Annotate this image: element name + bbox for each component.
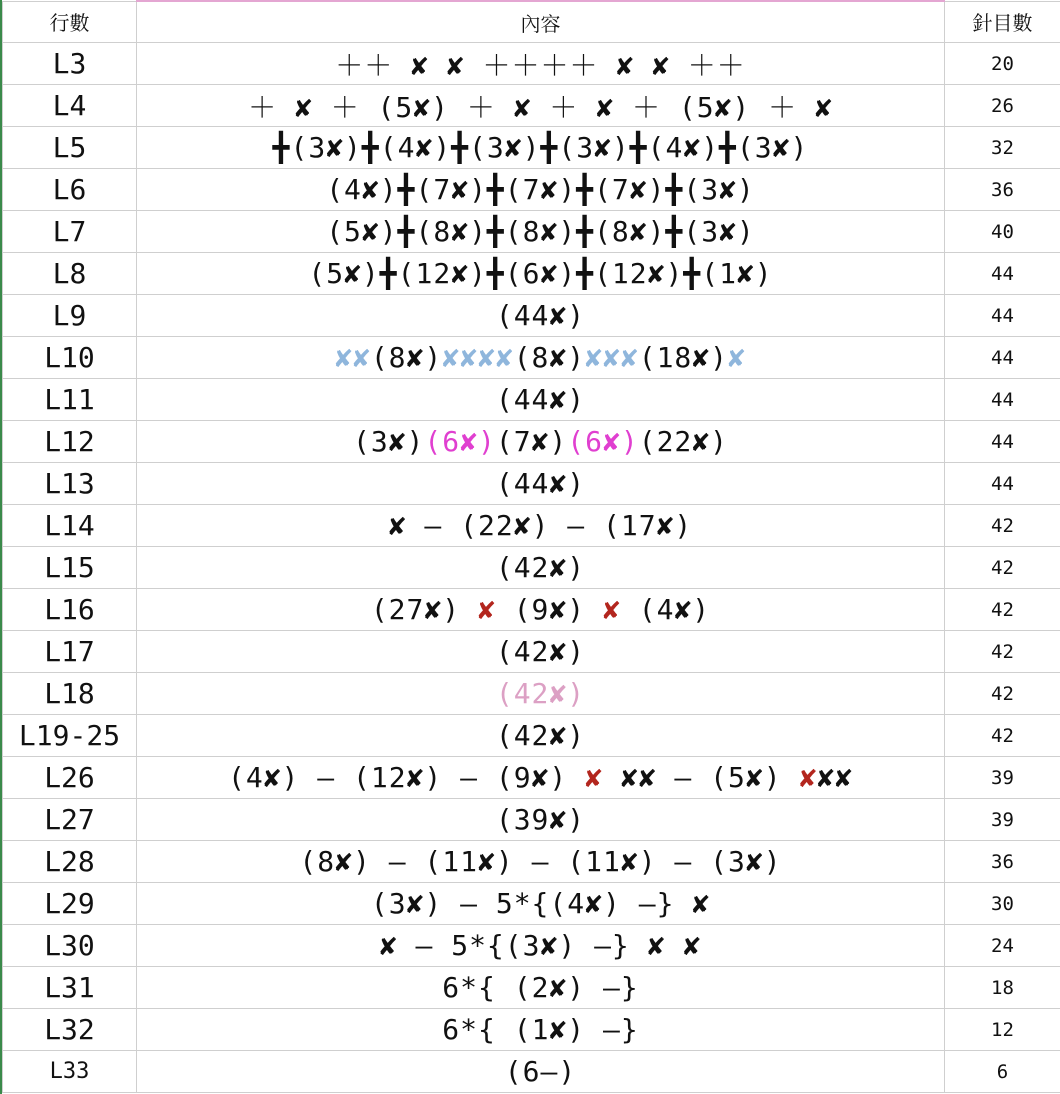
content-cell[interactable]: [137, 295, 945, 337]
content-cell[interactable]: [137, 505, 945, 547]
content-cell[interactable]: [137, 589, 945, 631]
row-number-cell[interactable]: L26: [3, 757, 137, 799]
content-cell[interactable]: [137, 337, 945, 379]
stitch-segment: ✘✘ — (5✘): [603, 761, 800, 794]
stitch-segment: (4✘): [620, 593, 711, 626]
stitch-segment: (42✘): [495, 551, 586, 584]
stitch-count-cell[interactable]: 42: [945, 505, 1060, 547]
row-number-cell[interactable]: L15: [3, 547, 137, 589]
content-cell[interactable]: [137, 1009, 945, 1051]
stitch-segment: ＋＋ ✘ ✘ ＋＋＋＋ ✘ ✘ ＋＋: [335, 48, 746, 82]
row-number-cell[interactable]: L14: [3, 505, 137, 547]
row-number-cell[interactable]: L18: [3, 673, 137, 715]
table-row: [3, 295, 1060, 337]
content-cell[interactable]: [137, 1051, 945, 1093]
stitch-count-cell[interactable]: 32: [945, 127, 1060, 169]
table-row: [3, 883, 1060, 925]
row-number-cell[interactable]: L30: [3, 925, 137, 967]
stitch-segment: 6*{ (1✘) —}: [442, 1013, 639, 1046]
stitch-segment: (3✘): [352, 425, 425, 458]
table-row: [3, 715, 1060, 757]
table-row: [3, 379, 1060, 421]
table-row: [3, 421, 1060, 463]
row-number-cell[interactable]: L4: [3, 85, 137, 127]
stitch-segment: (8✘): [513, 341, 586, 374]
stitch-segment: (5✘)╋(8✘)╋(8✘)╋(8✘)╋(3✘): [326, 215, 755, 248]
stitch-segment: (39✘): [495, 803, 586, 836]
table-row: [3, 1009, 1060, 1051]
stitch-segment: ✘: [728, 341, 746, 374]
content-cell[interactable]: [137, 43, 945, 85]
stitch-count-cell[interactable]: 42: [945, 589, 1060, 631]
row-number-cell[interactable]: L8: [3, 253, 137, 295]
stitch-segment: (9✘): [495, 593, 603, 626]
stitch-count-cell[interactable]: 44: [945, 295, 1060, 337]
stitch-count-cell[interactable]: 42: [945, 547, 1060, 589]
content-cell[interactable]: [137, 379, 945, 421]
content-cell[interactable]: [137, 463, 945, 505]
row-number-cell[interactable]: L32: [3, 1009, 137, 1051]
stitch-count-cell[interactable]: 44: [945, 421, 1060, 463]
row-number-cell[interactable]: L19-25: [3, 715, 137, 757]
stitch-segment: (42✘): [495, 635, 586, 668]
stitch-segment: ╋(3✘)╋(4✘)╋(3✘)╋(3✘)╋(4✘)╋(3✘): [272, 131, 809, 164]
stitch-segment: (44✘): [495, 299, 586, 332]
stitch-segment: 6*{ (2✘) —}: [442, 971, 639, 1004]
row-number-cell[interactable]: L9: [3, 295, 137, 337]
stitch-segment: (3✘) — 5*{(4✘) —} ✘: [370, 887, 711, 920]
table-row: [3, 127, 1060, 169]
row-number-cell[interactable]: L17: [3, 631, 137, 673]
content-cell[interactable]: [137, 547, 945, 589]
row-number-cell[interactable]: L11: [3, 379, 137, 421]
pattern-table: [2, 0, 1060, 1093]
stitch-segment: ✘✘✘: [585, 341, 639, 374]
content-cell[interactable]: [137, 715, 945, 757]
table-row: [3, 1051, 1060, 1093]
header-content[interactable]: 內容: [137, 1, 945, 43]
stitch-count-cell[interactable]: 30: [945, 883, 1060, 925]
stitch-count-cell[interactable]: 44: [945, 253, 1060, 295]
stitch-segment: ✘✘✘✘: [442, 341, 514, 374]
stitch-count-cell[interactable]: 36: [945, 169, 1060, 211]
table-row: [3, 799, 1060, 841]
stitch-segment: ✘✘: [817, 761, 854, 794]
table-row: [3, 169, 1060, 211]
stitch-segment: ✘ — (22✘) — (17✘): [388, 509, 693, 542]
table-row: [3, 43, 1060, 85]
stitch-count-cell[interactable]: 39: [945, 757, 1060, 799]
table-row: [3, 547, 1060, 589]
row-number-cell[interactable]: L10: [3, 337, 137, 379]
row-number-cell[interactable]: L12: [3, 421, 137, 463]
table-row: [3, 505, 1060, 547]
content-cell[interactable]: [137, 85, 945, 127]
stitch-segment: ✘ — 5*{(3✘) —} ✘ ✘: [379, 929, 702, 962]
table-body: [3, 43, 1060, 1093]
table-row: [3, 85, 1060, 127]
stitch-segment: ＋ ✘ ＋ (5✘) ＋ ✘ ＋ ✘ ＋ (5✘) ＋ ✘: [248, 90, 833, 124]
stitch-count-cell[interactable]: 42: [945, 715, 1060, 757]
stitch-segment: (44✘): [495, 467, 586, 500]
stitch-count-cell[interactable]: 6: [945, 1051, 1060, 1093]
stitch-count-cell[interactable]: 44: [945, 379, 1060, 421]
stitch-segment: (42✘): [495, 677, 586, 710]
content-cell[interactable]: [137, 631, 945, 673]
stitch-segment: (8✘): [370, 341, 443, 374]
content-cell[interactable]: [137, 421, 945, 463]
stitch-segment: ✘: [799, 761, 818, 794]
header-row: [3, 1, 1060, 43]
table-row: [3, 463, 1060, 505]
table-row: [3, 757, 1060, 799]
table-row: [3, 589, 1060, 631]
row-number-cell[interactable]: L16: [3, 589, 137, 631]
content-cell[interactable]: [137, 757, 945, 799]
row-number-cell[interactable]: L29: [3, 883, 137, 925]
stitch-segment: ✘: [585, 761, 603, 794]
stitch-count-cell[interactable]: 42: [945, 631, 1060, 673]
stitch-segment: (6✘): [424, 425, 496, 458]
content-cell[interactable]: [137, 841, 945, 883]
stitch-count-cell[interactable]: 36: [945, 841, 1060, 883]
stitch-count-cell[interactable]: 12: [945, 1009, 1060, 1051]
table-row: [3, 841, 1060, 883]
stitch-count-cell[interactable]: 26: [945, 85, 1060, 127]
row-number-cell[interactable]: L27: [3, 799, 137, 841]
stitch-segment: (7✘): [495, 425, 568, 458]
stitch-segment: (22✘): [638, 425, 729, 458]
table-row: [3, 967, 1060, 1009]
stitch-segment: (18✘): [638, 341, 729, 374]
row-number-cell[interactable]: L31: [3, 967, 137, 1009]
content-cell[interactable]: [137, 925, 945, 967]
stitch-count-cell[interactable]: 18: [945, 967, 1060, 1009]
stitch-segment: ✘: [603, 593, 621, 626]
content-cell[interactable]: [137, 211, 945, 253]
content-cell[interactable]: [137, 127, 945, 169]
row-number-cell[interactable]: L33: [3, 1051, 137, 1093]
stitch-segment: ✘: [477, 593, 496, 626]
stitch-count-cell[interactable]: 44: [945, 463, 1060, 505]
stitch-segment: (6✘): [567, 425, 639, 458]
row-number-cell[interactable]: L5: [3, 127, 137, 169]
stitch-segment: (8✘) — (11✘) — (11✘) — (3✘): [299, 845, 782, 878]
row-number-cell[interactable]: L6: [3, 169, 137, 211]
table-row: [3, 673, 1060, 715]
table-row: [3, 631, 1060, 673]
row-number-cell[interactable]: L7: [3, 211, 137, 253]
row-number-cell[interactable]: L28: [3, 841, 137, 883]
content-cell[interactable]: [137, 799, 945, 841]
table-row: [3, 211, 1060, 253]
table-row: [3, 253, 1060, 295]
content-cell[interactable]: [137, 253, 945, 295]
row-number-cell[interactable]: L3: [3, 43, 137, 85]
stitch-segment: (27✘): [370, 593, 478, 626]
content-cell[interactable]: [137, 673, 945, 715]
stitch-count-cell[interactable]: 44: [945, 337, 1060, 379]
stitch-segment: (6—): [504, 1055, 577, 1088]
stitch-count-cell[interactable]: 24: [945, 925, 1060, 967]
header-stitch-count[interactable]: 針目數: [945, 1, 1060, 43]
row-number-cell[interactable]: L13: [3, 463, 137, 505]
stitch-segment: ✘✘: [335, 341, 371, 374]
content-cell[interactable]: [137, 967, 945, 1009]
stitch-segment: (4✘)╋(7✘)╋(7✘)╋(7✘)╋(3✘): [326, 173, 755, 206]
stitch-count-cell[interactable]: 42: [945, 673, 1060, 715]
header-row-number[interactable]: 行數: [3, 1, 137, 43]
stitch-count-cell[interactable]: 20: [945, 43, 1060, 85]
content-cell[interactable]: [137, 883, 945, 925]
stitch-count-cell[interactable]: 39: [945, 799, 1060, 841]
stitch-segment: (44✘): [495, 383, 586, 416]
table-row: [3, 925, 1060, 967]
table-row: [3, 337, 1060, 379]
stitch-count-cell[interactable]: 40: [945, 211, 1060, 253]
stitch-segment: (5✘)╋(12✘)╋(6✘)╋(12✘)╋(1✘): [308, 257, 773, 290]
stitch-segment: (42✘): [495, 719, 586, 752]
content-cell[interactable]: [137, 169, 945, 211]
stitch-segment: (4✘) — (12✘) — (9✘): [227, 761, 586, 794]
